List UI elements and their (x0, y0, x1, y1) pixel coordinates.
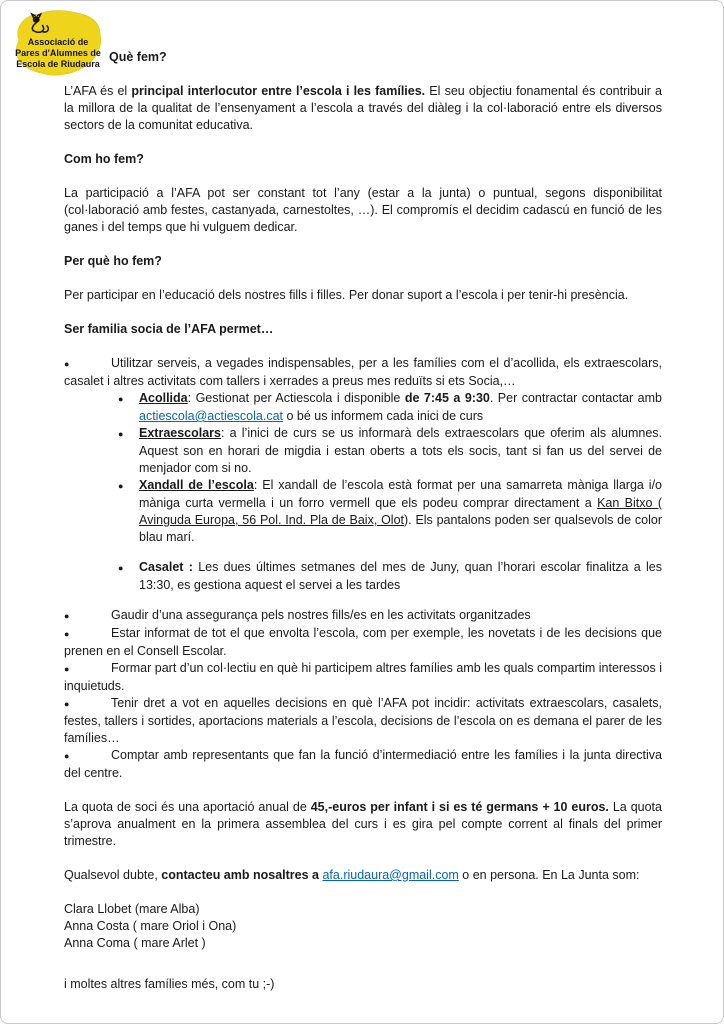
bullet-icon: ● (64, 611, 70, 621)
junta-member: Anna Coma ( mare Arlet ) (64, 936, 206, 950)
list-item-text: Gaudir d’una assegurança pels nostres fills/es en les activitats organitzades (111, 608, 531, 622)
afa-email-link[interactable]: afa.riudaura@gmail.com (322, 868, 459, 882)
junta-member: Anna Costa ( mare Oriol i Ona) (64, 919, 237, 933)
com-ho-fem-paragraph: La participació a l’AFA pot ser constant tot l’any (estar a la junta) o puntual, segons disponibilitat (col·laboració amb festes, castanyada, carnestoltes, …). El compromís el decidim cadascú en funció de les ganes i del temps que hi vulguem dedicar. (64, 186, 662, 234)
list-item-acollida (64, 390, 662, 425)
kan-bitxo-link[interactable]: Kan Bitxo ( Avinguda Europa, 56 Pol. Ind. Pla de Baix, Olot (139, 496, 662, 527)
text-run: principal interlocutor entre l’escola i les famílies. (131, 84, 426, 98)
bullet-icon: ● (64, 664, 70, 674)
text-run: Les dues últimes setmanes del mes de Juny, quan l’horari escolar finalitza a les 13:30, es gestiona aquest el servei a les tardes (139, 560, 662, 592)
heading-que-fem: Què fem? (109, 50, 167, 64)
list-item-text: Comptar amb representants que fan la funció d’intermediació entre les famílies i la junta directiva del centre. (64, 748, 662, 780)
logo-text-line-2: Pares d'Alumnes de (15, 48, 101, 58)
text-run: Xandall de l’escola (139, 478, 254, 492)
afa-logo (9, 7, 105, 81)
text-run: o bé us informem cada inici de curs (283, 409, 484, 423)
document-content (1, 1, 723, 993)
text-run: La quota de soci és una aportació anual de (64, 800, 311, 814)
text-run: Qualsevol dubte, (64, 868, 162, 882)
text-run: : El xandall de l’escola està format per una samarreta màniga llarga i/o màniga curta vermella i un forro vermell que els podeu comprar directament a (139, 478, 662, 510)
text-run: ). Els pantalons poden ser qualsevols de color blau marí. (139, 513, 662, 544)
list-item-text (139, 560, 662, 592)
bullet-icon: ● (118, 429, 124, 439)
text-run: La quota s’aprova anualment en la primera assemblea del curs i es gira pel compte corrent al finals del primer trimestre. (64, 800, 662, 848)
list-item-text: Utilitzar serveis, a vegades indispensables, per a les famílies com el d’acollida, els extraescolars, casalet i altres activitats com tallers i xerrades a preus mes reduïts si ets Socia,… (64, 356, 662, 388)
junta-members-list (64, 901, 662, 952)
text-run: contacteu amb nosaltres a (161, 868, 323, 882)
list-item-tenir-dret (64, 695, 662, 747)
list-item-extraescolars (64, 425, 662, 477)
bullet-icon: ● (118, 481, 124, 491)
bullet-icon: ● (118, 563, 124, 573)
text-run: Acollida (139, 391, 188, 405)
list-item-text: Tenir dret a vot en aquelles decisions en què l’AFA pot incidir: activitats extraescolars, casalets, festes, tallers i sortides, aportacions materials a l’escola, decisions de l’escola on es demana el parer de les famílies… (64, 696, 662, 745)
list-item-estar-informat (64, 625, 662, 660)
per-que-paragraph: Per participar en l’educació dels nostres fills i filles. Per donar suport a l’escola i per tenir-hi presència. (64, 288, 629, 302)
list-item-text (139, 478, 662, 544)
text-run: o en persona. En La Junta som: (458, 868, 640, 882)
text-run: de 7:45 a 9:30 (404, 391, 490, 405)
text-run: El seu objectiu fonamental és contribuir a la millora de la qualitat de l’ensenyament a l’escola a través del diàleg i la col·laboració entre els diversos sectors de la comunitat educativa. (64, 84, 663, 132)
junta-member: Clara Llobet (mare Alba) (64, 902, 200, 916)
list-item-gaudir (64, 607, 662, 625)
list-item-xandall (64, 477, 662, 546)
list-item-utilitzar-serveis (64, 355, 662, 390)
heading-per-que-ho-fem: Per què ho fem? (64, 254, 162, 268)
heading-com-ho-fem: Com ho fem? (64, 152, 144, 166)
actiescola-email-link[interactable]: actiescola@actiescola.cat (139, 409, 284, 423)
text-run: 45,-euros per infant i si es té germans + 10 euros. (310, 800, 609, 814)
bullet-icon: ● (118, 394, 124, 404)
intro-paragraph (64, 83, 662, 134)
list-item-text: Estar informat de tot el que envolta l’escola, com per exemple, les novetats i de les decisions que prenen en el Consell Escolar. (64, 626, 662, 658)
logo-text-line-3: Escola de Riudaura (16, 59, 100, 69)
bullet-icon: ● (64, 629, 70, 639)
text-run: : a l’inici de curs se us informarà dels extraescolars que oferim als alumnes. Aquest son en horari de migdia i estan oberts a tots els socis, tant si fan us del servei de menjador com si no. (139, 426, 662, 475)
text-run: Casalet : (139, 560, 193, 574)
logo-text-line-1: Associació de (27, 37, 89, 47)
list-item-text (139, 426, 662, 475)
bullet-icon: ● (64, 751, 70, 761)
closing-line: i moltes altres famílies més, com tu ;-) (64, 977, 275, 991)
list-item-text: Formar part d’un col·lectiu en què hi participem altres famílies amb les quals compartim interessos i inquietuds. (64, 661, 662, 693)
list-item-text (139, 391, 662, 423)
list-item-comptar-representants (64, 747, 662, 782)
text-run: L’AFA és el (64, 84, 132, 98)
text-run: Extraescolars (139, 426, 222, 440)
text-run: . Per contractar contactar amb (489, 391, 662, 405)
afa-logo-svg (9, 7, 105, 81)
list-item-formar-part (64, 660, 662, 695)
bullet-icon: ● (64, 359, 70, 369)
bullet-icon: ● (64, 699, 70, 709)
heading-ser-familia-socia: Ser familia socia de l’AFA permet… (64, 322, 274, 336)
list-item-casalet (64, 559, 662, 594)
contact-paragraph (64, 867, 662, 884)
quota-paragraph (64, 799, 662, 850)
text-run: : Gestionat per Actiescola i disponible (187, 391, 405, 405)
